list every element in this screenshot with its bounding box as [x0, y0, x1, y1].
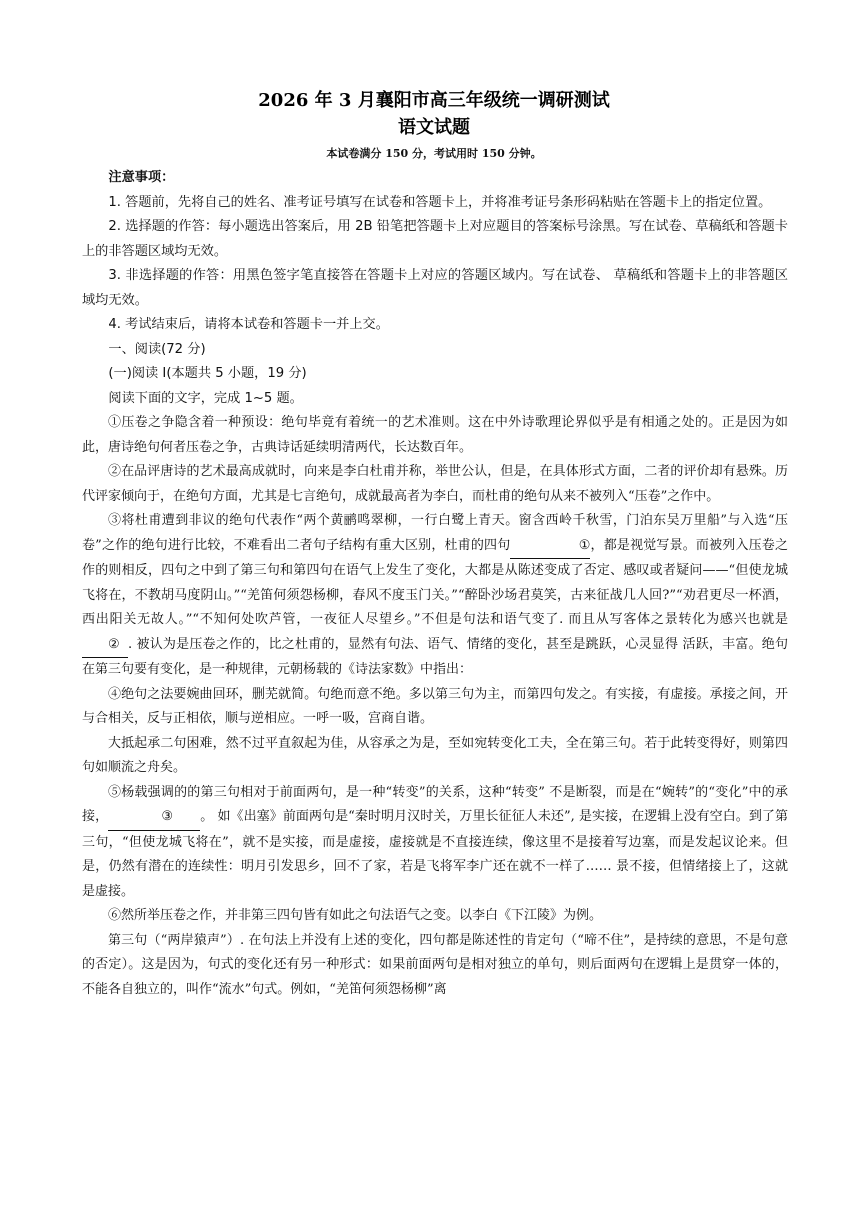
subsection-heading: (一)阅读 I(本题共 5 小题，19 分) — [108, 366, 307, 381]
passage-paragraph-4: ④绝句之法要婉曲回环，删芜就简。句绝而意不绝。多以第三句为主，而第四句发之。有实接，有虚接。承接之间，开与合相关，反与正相依，顺与逆相应。一呼一吸，宫商自谐。 — [82, 686, 788, 726]
notice-item-3: 3. 非选择题的作答：用黑色签字笔直接答在答题卡上对应的答题区域内。写在试卷、 草稿纸和答题卡上的非答题区域均无效。 — [82, 268, 788, 308]
reading-instruction: 阅读下面的文字，完成 1~5 题。 — [108, 390, 303, 406]
passage-paragraph-7: 第三句（“两岸猿声”）. 在句法上并没有上述的变化，四句都是陈述性的肯定句（“啼不住”，是持续的意思，不是句意的否定）。这是因为，句式的变化还有另一种形式：如果前面两句是相对独立的单句，则后面两句在逻辑上是贯穿一体的，不能各自独立的，叫作“流水”句式。例如，“羌笛何须怨杨柳”离 — [82, 932, 788, 997]
exam-body — [82, 166, 788, 1002]
fill-blank-3: ③ — [108, 805, 200, 831]
passage-paragraph-5 — [82, 781, 788, 905]
passage-paragraph-4-quote: 大抵起承二句困难，然不过平直叙起为佳，从容承之为是，至如宛转变化工夫，全在第三句。若于此转变得好，则第四句如顺流之舟矣。 — [82, 735, 788, 775]
notice-item-2: 2. 选择题的作答：每小题选出答案后，用 2B 铅笔把答题卡上对应题目的答案标号涂黑。写在试卷、草稿纸和答题卡上的非答题区域均无效。 — [82, 219, 788, 259]
fill-blank-2: ② — [82, 633, 128, 659]
passage-text: . 被认为是压卷之作的，比之杜甫的，显然有句法、语气、情绪的变化，甚至是跳跃，心灵显得 活跃，丰富。绝句在第三句要有变化，是一种规律，元朝杨载的《诗法家数》中指出： — [82, 636, 788, 677]
section-heading: 一、阅读(72 分) — [108, 341, 206, 357]
passage-paragraph-1: ①压卷之争隐含着一种预设：绝句毕竟有着统一的艺术准则。这在中外诗歌理论界似乎是有相通之处的。正是因为如此，唐诗绝句何者压卷之争，古典诗话延续明清两代，长达数百年。 — [82, 415, 788, 455]
passage-text: 。 如《出塞》前面两句是“秦时明月汉时关，万里长征征人未还”, 是实接，在逻辑上没有空白。到了第三句，“但使龙城飞将在”，就不是实接，而是虚接，虚接就是不直接连续，像这里不是接着写边塞，而是发起议论来。但是，仍然有潜在的连续性：明月引发思乡，回不了家，若是飞将军李广还在就不一样了…… 景不接，但情绪接上了，这就是虚接。 — [82, 809, 788, 899]
passage-paragraph-2: ②在品评唐诗的艺术最高成就时，向来是李白杜甫并称，举世公认，但是，在具体形式方面，二者的评价却有悬殊。历代评家倾向于，在绝句方面，尤其是七言绝句，成就最高者为李白，而杜甫的绝句从来不被列入“压卷”之作中。 — [82, 464, 788, 504]
notice-item-4: 4. 考试结束后，请将本试卷和答题卡一并上交。 — [108, 317, 389, 332]
passage-text: ⑤杨载强调的的第三句相对于前面两句，是一种“转变”的关系，这种“转变” 不是断裂，而是在“婉转”的“变化”中的承接， — [82, 784, 788, 824]
subject-title: 语文试题 — [398, 117, 470, 138]
fill-blank-1: ① — [510, 534, 590, 560]
notice-heading: 注意事项： — [108, 170, 175, 185]
exam-subtitle: 本试卷满分 150 分，考试用时 150 分钟。 — [326, 147, 542, 160]
passage-text: ，都是视觉写景。而被列入压卷之作的则相反，四句之中到了第三句和第四句在语气上发生了变化，大都是从陈述变成了否定、感叹或者疑问——“但使龙城飞将在，不教胡马度阴山。”“羌笛何须怨杨柳，春风不度玉门关。”“醉卧沙场君莫笑，古来征战几人回?”“劝君更尽一杯酒，西出阳关无故人。”“不知何处吹芦管，一夜征人尽望乡。”不但是句法和语气变了. 而且从写客体之景转化为感兴也就是 — [82, 537, 788, 627]
exam-title: 2026 年 3 月襄阳市高三年级统一调研测试 — [258, 90, 610, 111]
passage-paragraph-3 — [82, 509, 788, 683]
passage-paragraph-6: ⑥然所举压卷之作，并非第三四句皆有如此之句法语气之变。以李白《下江陵》为例。 — [108, 908, 603, 923]
notice-item-1: 1. 答题前，先将自己的姓名、准考证号填写在试卷和答题卡上，并将准考证号条形码粘贴在答题卡上的指定位置。 — [108, 194, 772, 210]
passage-text: ③将杜甫遭到非议的绝句代表作“两个黄鹂鸣翠柳，一行白鹭上青天。窗含西岭千秋雪，门泊东吴万里船”与入选“压卷”之作的绝句进行比较，不难看出二者句子结构有重大区别，杜甫的四句 — [82, 513, 788, 553]
